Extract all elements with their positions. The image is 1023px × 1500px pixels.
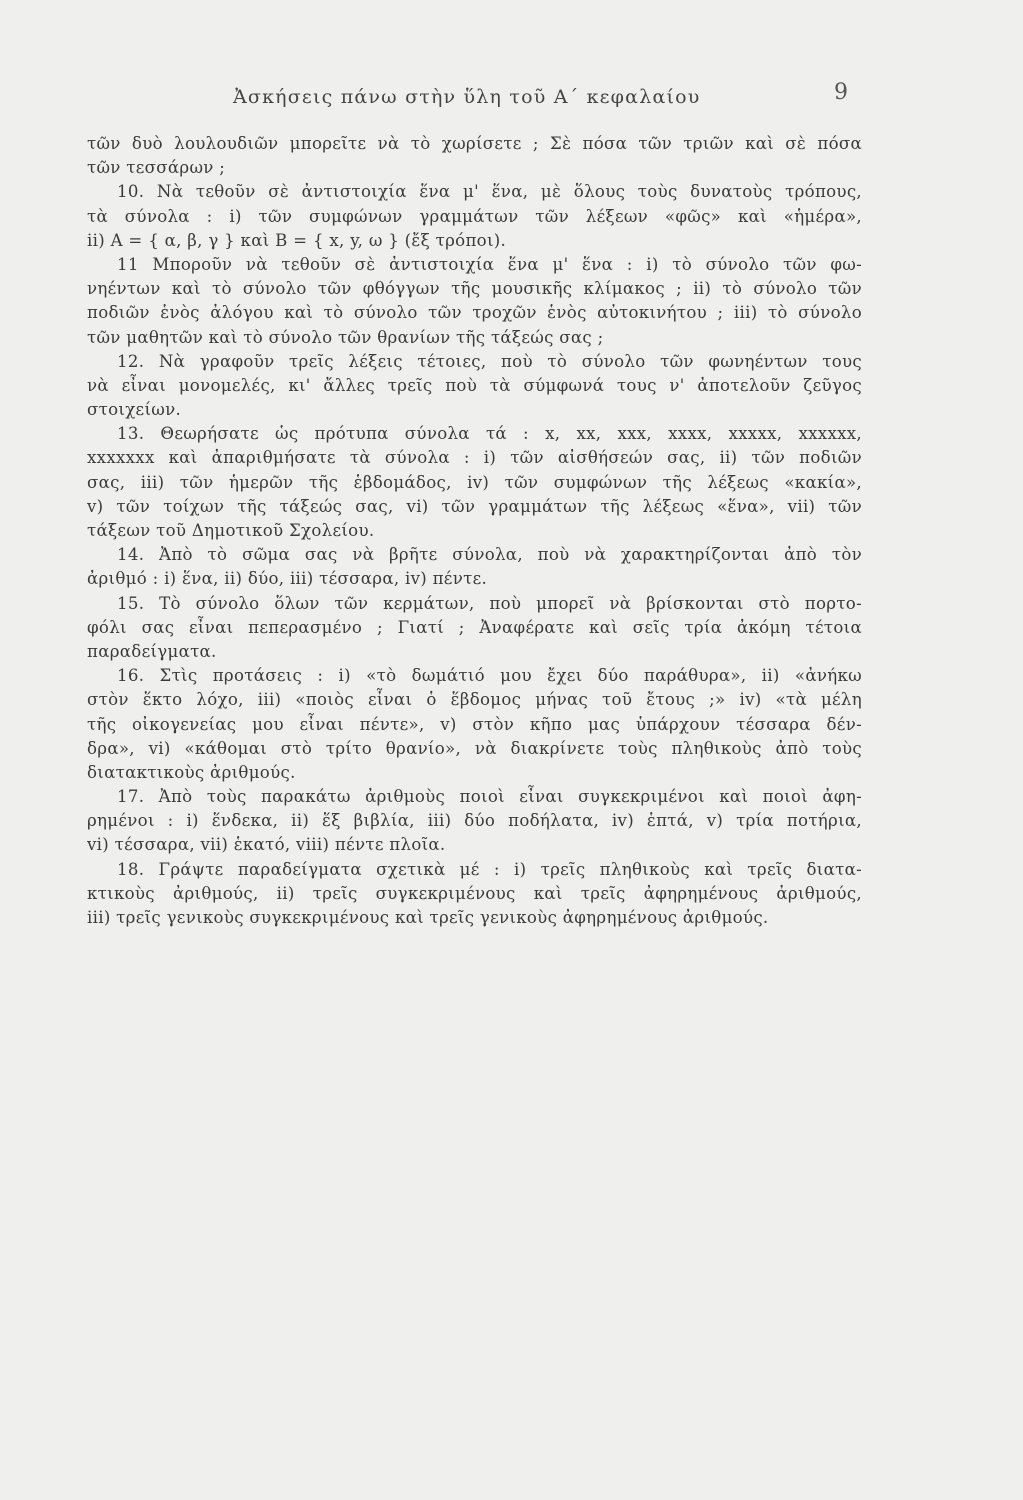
exercise-13-line: 13. Θεωρήσατε ὡς πρότυπα σύνολα τά : x, xx, xxx, xxxx, xxxxx, xxxxxx,	[117, 424, 862, 444]
text-line: τῶν τεσσάρων ;	[87, 158, 226, 178]
text-line: δρα», vi) «κάθομαι στὸ τρίτο θρανίο», νὰ διακρίνετε τοὺς πληθικοὺς ἀπὸ τοὺς	[87, 738, 862, 758]
exercise-17-line: 17. Ἀπὸ τοὺς παρακάτω ἀριθμοὺς ποιοὶ εἶναι συγκεκριμένοι καὶ ποιοὶ ἀφη-	[117, 787, 862, 807]
exercise-14-line: 14. Ἀπὸ τὸ σῶμα σας νὰ βρῆτε σύνολα, ποὺ νὰ χαρακτηρίζονται ἀπὸ τὸν	[117, 545, 862, 565]
exercise-11-line: 11 Μποροῦν νὰ τεθοῦν σὲ ἀντιστοιχία ἕνα μ' ἕνα : i) τὸ σύνολο τῶν φω-	[117, 254, 862, 274]
text-line: ii) A = { α, β, γ } καὶ B = { x, y, ω } (ἔξ τρόποι).	[87, 230, 507, 250]
text-line: διατακτικοὺς ἀριθμούς.	[87, 762, 296, 782]
text-line: στοιχείων.	[87, 400, 182, 420]
text-line: vi) τέσσαρα, vii) ἑκατό, viii) πέντε πλοῖα.	[87, 835, 446, 855]
text-line: τῶν μαθητῶν καὶ τὸ σύνολο τῶν θρανίων τῆς τάξεώς σας ;	[87, 327, 604, 347]
text-line: iii) τρεῖς γενικοὺς συγκεκριμένους καὶ τρεῖς γενικοὺς ἀφηρημένους ἀριθμούς.	[87, 908, 769, 927]
running-header	[0, 80, 1023, 116]
text-line: τὰ σύνολα : i) τῶν συμφώνων γραμμάτων τῶν λέξεων «φῶς» καὶ «ἡμέρα»,	[87, 206, 862, 226]
exercise-12-line: 12. Νὰ γραφοῦν τρεῖς λέξεις τέτοιες, ποὺ τὸ σύνολο τῶν φωνηέντων τους	[117, 351, 862, 371]
exercise-18-line: 18. Γράψτε παραδείγματα σχετικὰ μέ : i) τρεῖς πληθικοὺς καὶ τρεῖς διατα-	[117, 859, 862, 879]
text-line: στὸν ἕκτο λόχο, iii) «ποιὸς εἶναι ὁ ἕβδομος μήνας τοῦ ἔτους ;» iv) «τὰ μέλη	[87, 690, 862, 710]
exercise-15-line: 15. Τὸ σύνολο ὅλων τῶν κερμάτων, ποὺ μπορεῖ νὰ βρίσκονται στὸ πορτο-	[117, 593, 862, 613]
text-line: τῶν δυὸ λουλουδιῶν μπορεῖτε νὰ τὸ χωρίσετε ; Σὲ πόσα τῶν τριῶν καὶ σὲ πόσα	[87, 134, 862, 153]
text-line: σας, iii) τῶν ἡμερῶν τῆς ἑβδομάδος, iv) τῶν συμφώνων τῆς λέξεως «κακία»,	[87, 472, 862, 492]
exercise-16-line: 16. Στὶς προτάσεις : i) «τὸ δωμάτιό μου ἔχει δύο παράθυρα», ii) «ἀνήκω	[117, 666, 862, 686]
text-line: τάξεων τοῦ Δημοτικοῦ Σχολείου.	[87, 521, 375, 540]
page-number: 9	[834, 80, 848, 105]
text-line: κτικοὺς ἀριθμούς, ii) τρεῖς συγκεκριμένους καὶ τρεῖς ἀφηρημένους ἀριθμούς,	[87, 883, 862, 903]
exercise-10-line: 10. Νὰ τεθοῦν σὲ ἀντιστοιχία ἕνα μ' ἕνα, μὲ ὅλους τοὺς δυνατοὺς τρόπους,	[117, 182, 862, 202]
text-line: φόλι σας εἶναι πεπερασμένο ; Γιατί ; Ἀναφέρατε καὶ σεῖς τρία ἀκόμη τέτοια	[87, 617, 862, 637]
exercises-text	[87, 132, 862, 930]
text-line: νὰ εἶναι μονομελές, κι' ἄλλες τρεῖς ποὺ τὰ σύμφωνά τους ν' ἀποτελοῦν ζεῦγος	[87, 375, 862, 395]
text-line: xxxxxxx καὶ ἀπαριθμήσατε τὰ σύνολα : i) τῶν αἰσθήσεών σας, ii) τῶν ποδιῶν	[87, 448, 862, 468]
text-line: ρημένοι : i) ἕνδεκα, ii) ἕξ βιβλία, iii) δύο ποδήλατα, iv) ἑπτά, v) τρία ποτήρια,	[87, 811, 862, 831]
text-line: τῆς οἰκογενείας μου εἶναι πέντε», v) στὸν κῆπο μας ὑπάρχουν τέσσαρα δέν-	[87, 714, 862, 734]
header-title: Ἀσκήσεις πάνω στὴν ὕλη τοῦ Α΄ κεφαλαίου	[233, 86, 701, 108]
text-line: παραδείγματα.	[87, 641, 217, 661]
text-line: νηέντων καὶ τὸ σύνολο τῶν φθόγγων τῆς μουσικῆς κλίμακος ; ii) τὸ σύνολο τῶν	[87, 279, 862, 299]
text-line: ποδιῶν ἑνὸς ἀλόγου καὶ τὸ σύνολο τῶν τροχῶν ἑνὸς αὐτοκινήτου ; iii) τὸ σύνολο	[87, 303, 862, 323]
text-line: v) τῶν τοίχων τῆς τάξεώς σας, vi) τῶν γραμμάτων τῆς λέξεως «ἕνα», vii) τῶν	[87, 496, 862, 516]
text-line: ἀριθμό : i) ἕνα, ii) δύο, iii) τέσσαρα, iv) πέντε.	[87, 569, 488, 589]
